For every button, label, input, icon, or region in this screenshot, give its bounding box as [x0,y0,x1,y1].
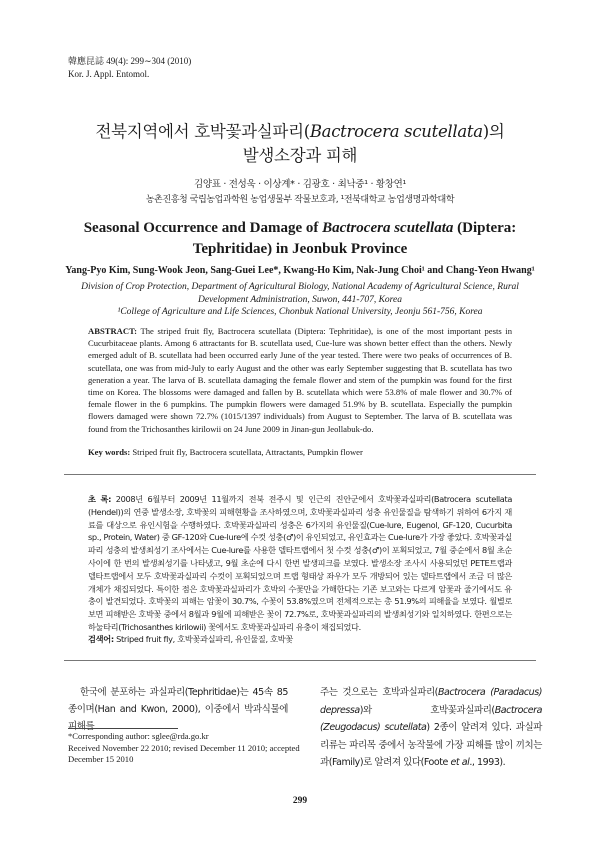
title-korean [0,120,600,168]
footnote [68,731,308,766]
abstract [88,325,512,435]
title-ko-species: Bactrocera scutellata [309,122,483,141]
journal-name-ko: 韓應昆誌 [68,56,105,66]
title-ko-part: 전북지역에서 호박꽃과실파리( [95,122,310,141]
korean-keywords-text: Striped fruit fly, 호박꽃과실파리, 유인물질, 호박꽃 [113,634,293,644]
body-right-column [320,684,542,772]
affiliation-english [60,281,540,319]
korean-abstract [88,493,512,634]
section-divider [64,660,536,661]
keywords-label: Key words: [88,447,131,457]
journal-name-en: Kor. J. Appl. Entomol. [68,69,150,79]
body-etal: et al [450,757,470,768]
page-number: 299 [292,796,308,806]
journal-citation [68,55,191,81]
section-divider [64,474,536,475]
body-paragraph: 한국에 분포하는 과실파리(Tephritidae)는 45속 85종이며(Han and Kwon, 2000), 이중에서 박과식물에 피해를 [68,687,288,732]
keywords-text: Striped fruit fly, Bactrocera scutellata, Attractants, Pumpkin flower [130,447,363,457]
title-en-part: Seasonal Occurrence and Damage of [83,220,323,236]
title-en-part: (Diptera: [453,220,517,236]
title-en-line2: Tephritidae) in Jeonbuk Province [192,241,408,257]
korean-keywords-label: 검색어: [88,634,114,644]
authors-english: Yang-Pyo Kim, Sung-Wook Jeon, Sang-Guei Lee*, Kwang-Ho Kim, Nak-Jung Choi¹ and Chang-Yeon Hwang¹ [65,265,535,276]
affiliation-korean: 농촌진흥청 국립농업과학원 농업생물부 작물보호과, ¹전북대학교 농업생명과학대학 [145,195,455,205]
keywords [88,447,512,457]
body-text: )와 호박꽃과실파리( [359,704,495,716]
korean-abstract-label: 초 록: [88,494,112,504]
korean-abstract-text: 2008년 6월부터 2009년 11월까지 전북 전주시 및 인근의 진안군에서 호박꽃과실파리(Batrocera scutellata (Hendel))의 연중 발생소장, 호박꽃의 피해현황을 조사하였으며, 호박꽃과실파리 성충 유인물질을 탐색하기 위하여 6가지 재료를 대상으로 유인시험을 수행하였다. 호박꽃과실파리 성충은 6가지의 유인물질(Cue-lure, Eugenol, GF-120, Cucurbita sp., Protein, Water) 중 GF-120와 Cue-lure에 수컷 성충(♂)이 유인되었고, 유인효과는 Cue-lure가 가장 좋았다. 호박꽃과실파리 성충의 발생최성기 조사에서는 Cue-lure를 사용한 델타트랩에서 첫 수컷 성충(♂)이 포획되었고, 7월 중순에서 8월 초순 사이에 한 번의 발생최성기를 나타냈고, 9월 초순에 다시 한번 발생피크를 보였다. 발생소장 조사시 사용되었던 PETE트랩과 델타트랩에서 모두 호박꽃과실파리 수컷이 포획되었으며 트랩 형태상 좌우가 모두 개방되어 있는 델타트랩에서 조금 더 많은 개체가 채집되었다. 특이한 점은 호박꽃과실파리가 호박의 수꽃만을 가해한다는 기존 보고와는 다르게 암꽃과 줄기에서도 유충이 발견되었다. 호박꽃의 피해는 암꽃이 30.7%, 수꽃이 53.8%였으며 전체적으로는 총 51.9%의 피해율을 보였다. 월별로 보면 피해받은 호박꽃 중에서 8월과 9월에 피해받은 꽃이 72.7%로, 호박꽃과실파리의 발생최성기와 일치하였다. 한편으로는 하눌타리(Trichosanthes kirilowii) 꽃에서도 호박꽃과실파리 유충이 채집되었다. [88,494,512,632]
korean-keywords [88,634,512,645]
body-species: Bactrocera (Paradacus) depressa [320,687,542,716]
title-english [0,218,600,260]
authors-korean: 김양표 · 전성욱 · 이상계* · 김광호 · 최낙중¹ · 황창연¹ [193,179,407,190]
body-text: ., 1993). [469,757,506,768]
title-en-species: Bactrocera scutellata [322,220,454,236]
abstract-text: The striped fruit fly, Bactrocera scutellata (Diptera: Tephritidae), is one of the most important pests in Cucurbitaceae plants. Among 6 attractants for B. scutellata used, Cue-lure was shown better effect than the others. Newly emerged adult of B. scutellata had been occurred early June of the year tested. There were two peaks of occurrences of B. scutellata, one was from mid-July to early August and the other was early September suggesting that B. scutellata has two generation a year. The larva of B. scutellata damaging the female flower and stem of the pumpkin was found for the first time on Korea. The blossoms were damaged and fallen by B. scutellata which were 53.8% of male flower and 30.7% of female flower in the 6 pumpkins. The pumpkin flowers were damaged 51.9% by B. scutellata. Especially the pumpkin flowers damaged were shown 72.7% (1015/1397 individuals) from August to September. The larva of B. scutellata was found from the Trichosanthes kirilowii on 24 June 2009 in Jinan-gun Jeollabuk-do. [88,326,512,434]
affiliation-en-line2: ¹College of Agriculture and Life Sciences, Chonbuk National University, Jeonju 561-756, Korea [117,307,483,317]
body-text: 주는 것으로는 호박과실파리( [320,687,438,698]
body-species: Bactrocera (Zeugodacus) scutellata [320,704,542,733]
body-paragraph [320,684,542,772]
footnote-divider [68,728,178,729]
journal-volume: 49(4): 299∼304 (2010) [104,56,192,66]
corresponding-author: *Corresponding author: sglee@rda.go.kr [68,731,209,741]
title-ko-line2: 발생소장과 피해 [242,146,358,165]
received-dates: Received November 22 2010; revised December 11 2010; accepted December 15 2010 [68,742,300,765]
abstract-label: ABSTRACT: [88,326,138,336]
body-text: ) 2종이 알려져 있다. 과실파리류는 파리목 중에서 농작물에 가장 피해를 많이 끼치는 과(Family)로 알려져 있다(Foote [320,722,542,768]
affiliation-en-line1: Division of Crop Protection, Department of Agricultural Biology, National Academy of Agricultural Science, Rural Development Administration, Suwon, 441-707, Korea [81,282,519,305]
title-ko-part: )의 [482,122,505,141]
